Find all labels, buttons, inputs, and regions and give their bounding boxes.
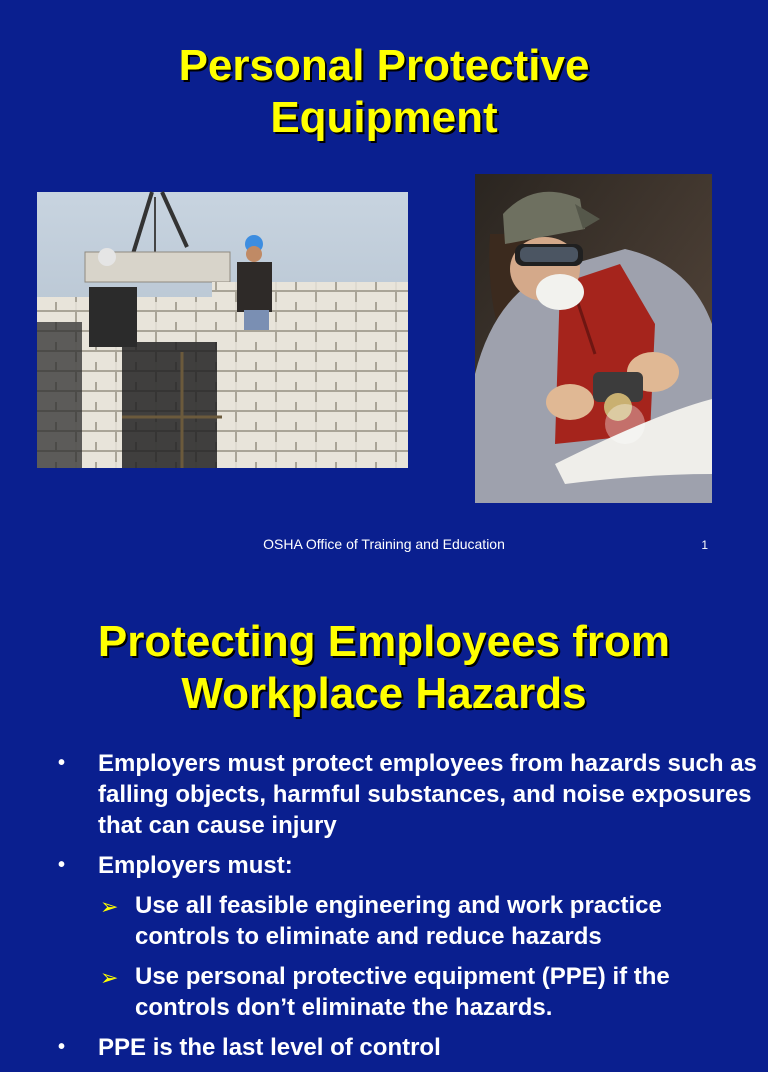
bullet-text: Employers must protect employees from hazards such as falling objects, harmful substances, and noise exposures that can cause injury: [98, 750, 757, 839]
slide-2-title-line-1: Protecting Employees from: [97, 617, 671, 666]
arrow-bullet-icon: ➢: [100, 965, 119, 990]
bullet-marker: •: [58, 1036, 66, 1058]
slide-2-title: [0, 616, 768, 720]
slide-2: [0, 576, 768, 1061]
bullet-item: [0, 748, 768, 841]
masonry-workers-photo: [37, 192, 408, 468]
bullet-item: [0, 850, 768, 881]
slide-1-title-line-1: Personal Protective: [178, 41, 590, 90]
bullet-item: [0, 1032, 768, 1063]
bullet-marker: •: [58, 752, 66, 774]
footer-text: OSHA Office of Training and Education: [263, 536, 505, 552]
sub-bullet-item: [0, 961, 768, 1023]
stone-grinding-worker-photo: [475, 174, 712, 503]
sub-bullet-item: [0, 890, 768, 952]
bullet-list: [0, 748, 768, 1072]
sub-bullet-text: Use all feasible engineering and work practice controls to eliminate and reduce hazards: [135, 892, 662, 950]
slide-1-title-line-2: Equipment: [270, 93, 498, 142]
sub-bullet-text: Use personal protective equipment (PPE) if the controls don’t eliminate the hazards.: [135, 963, 670, 1021]
slide-number: 1: [701, 538, 708, 552]
slide-2-title-line-2: Workplace Hazards: [181, 669, 587, 718]
bullet-marker: •: [58, 854, 66, 876]
arrow-bullet-icon: ➢: [100, 894, 119, 919]
bullet-text: Employers must:: [98, 852, 293, 879]
bullet-text: PPE is the last level of control: [98, 1034, 441, 1061]
slide-1-title: [0, 40, 768, 144]
